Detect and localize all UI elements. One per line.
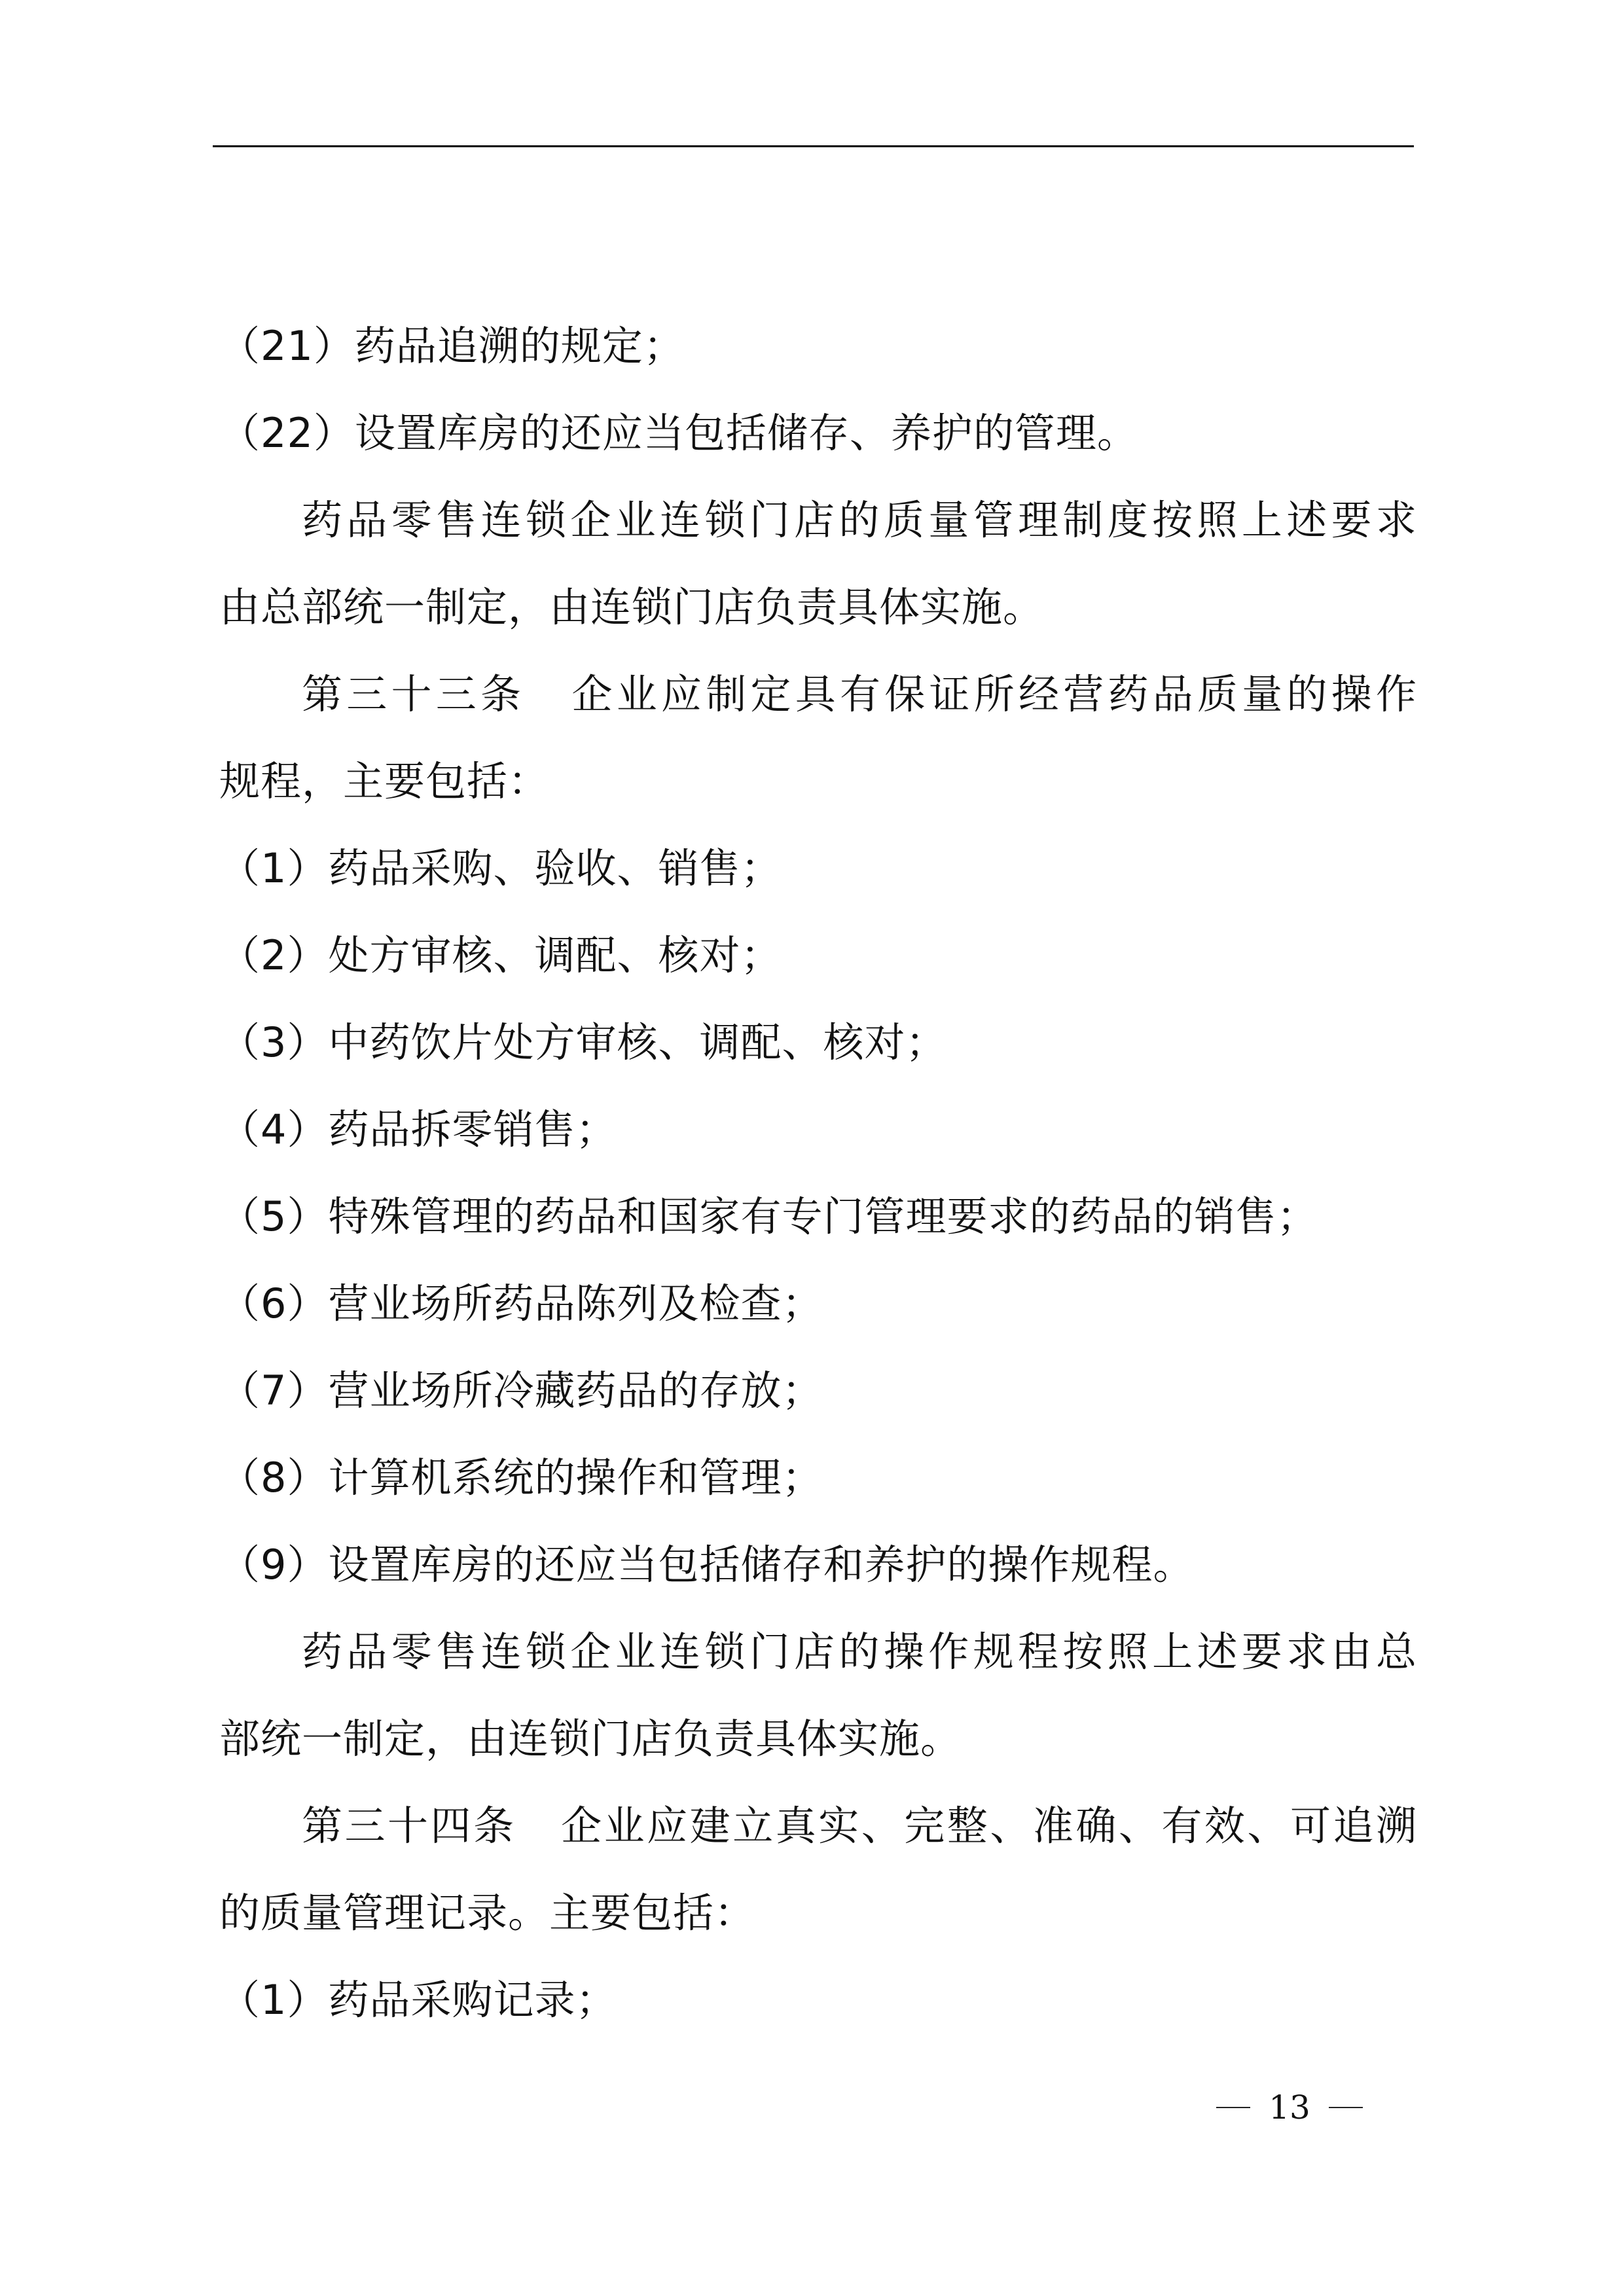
paragraph-line: 的质量管理记录。主要包括： xyxy=(219,1889,756,1937)
list-item: （5）特殊管理的药品和国家有专门管理要求的药品的销售； xyxy=(219,1193,1318,1240)
article-34-text: 企业应建立真实、完整、准确、有效、可追溯 xyxy=(559,1802,1417,1850)
header-rule xyxy=(213,145,1414,147)
document-body xyxy=(219,302,1417,2043)
article-33-text: 企业应制定具有保证所经营药品质量的操作 xyxy=(568,670,1417,718)
page-number: 13 xyxy=(1269,2089,1310,2126)
list-item: （1）药品采购记录； xyxy=(219,1976,617,2024)
paragraph-line: 由总部统一制定，由连锁门店负责具体实施。 xyxy=(219,583,1045,631)
paragraph-line: 规程，主要包括： xyxy=(219,757,550,805)
list-item: （21）药品追溯的规定； xyxy=(219,322,685,370)
list-item: （9）设置库房的还应当包括储存和养护的操作规程。 xyxy=(219,1541,1195,1588)
paragraph-line: 药品零售连锁企业连锁门店的质量管理制度按照上述要求 xyxy=(302,496,1417,544)
article-34-line xyxy=(219,1782,1417,1869)
list-item: （8）计算机系统的操作和管理； xyxy=(219,1454,823,1501)
list-item: （22）设置库房的还应当包括储存、养护的管理。 xyxy=(219,409,1138,457)
list-item: （2）处方审核、调配、核对； xyxy=(219,931,782,979)
paragraph-line: 部统一制定，由连锁门店负责具体实施。 xyxy=(219,1715,962,1763)
page-number-footer xyxy=(1204,2078,1375,2137)
page-number-left-dash xyxy=(1216,2107,1250,2108)
list-item: （6）营业场所药品陈列及检查； xyxy=(219,1280,823,1327)
list-item: （4）药品拆零销售； xyxy=(219,1105,617,1153)
list-item: （3）中药饮片处方审核、调配、核对； xyxy=(219,1018,947,1066)
article-33-line xyxy=(219,651,1417,738)
article-33-heading: 第三十三条 xyxy=(302,670,526,718)
list-item: （7）营业场所冷藏药品的存放； xyxy=(219,1367,823,1414)
paragraph-line: 药品零售连锁企业连锁门店的操作规程按照上述要求由总 xyxy=(302,1628,1417,1676)
list-item: （1）药品采购、验收、销售； xyxy=(219,844,782,892)
article-34-heading: 第三十四条 xyxy=(302,1802,516,1850)
page-number-right-dash xyxy=(1329,2107,1363,2108)
